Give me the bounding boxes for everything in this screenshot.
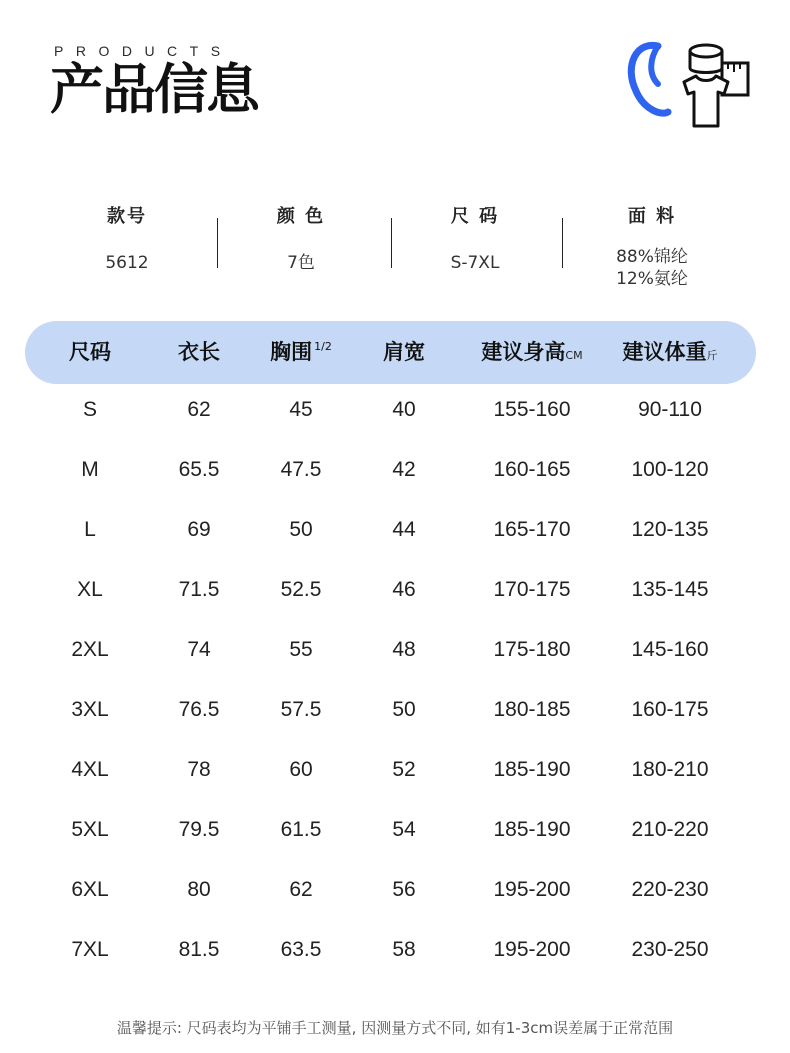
table-cell: 6XL (71, 878, 109, 901)
table-cell: 3XL (71, 698, 109, 721)
column-header-label: 尺码 (69, 340, 111, 364)
table-cell: 7XL (71, 938, 109, 961)
table-cell: 55 (289, 638, 313, 661)
table-cell: 71.5 (178, 578, 220, 601)
table-cell: 65.5 (178, 458, 220, 481)
table-cell: 135-145 (631, 578, 709, 601)
table-cell: 90-110 (638, 398, 702, 421)
table-cell: 52.5 (280, 578, 322, 601)
table-row (0, 560, 790, 620)
table-cell: 61.5 (280, 818, 322, 841)
spec-value-line: 7色 (287, 253, 315, 273)
column-header-unit: 1/2 (314, 340, 332, 353)
table-cell: 195-200 (493, 878, 571, 901)
table-cell: 81.5 (178, 938, 220, 961)
table-cell: 79.5 (178, 818, 220, 841)
table-row (0, 380, 790, 440)
table-cell: 160-165 (493, 458, 571, 481)
measuring-tape-tshirt-icon (618, 36, 758, 131)
divider (562, 218, 563, 268)
table-cell: 120-135 (631, 518, 709, 541)
table-cell: 4XL (71, 758, 109, 781)
spec-value-line: 12%氨纶 (616, 269, 688, 289)
table-cell: M (81, 458, 99, 481)
spec-value-line: S-7XL (450, 253, 500, 273)
column-header-unit: CM (565, 349, 583, 362)
column-header-label: 肩宽 (383, 340, 425, 364)
table-cell: 230-250 (631, 938, 709, 961)
table-cell: 185-190 (493, 758, 571, 781)
spec-label: 尺 码 (450, 206, 500, 227)
table-cell: 2XL (71, 638, 109, 661)
table-row (0, 500, 790, 560)
table-row (0, 920, 790, 980)
spec-value-line: 5612 (105, 253, 149, 273)
table-cell: S (82, 398, 98, 421)
spec-style-number (42, 204, 212, 274)
table-cell: 195-200 (493, 938, 571, 961)
table-cell: 165-170 (493, 518, 571, 541)
table-cell: 210-220 (631, 818, 709, 841)
table-cell: XL (77, 578, 103, 601)
table-row (0, 740, 790, 800)
table-cell: 52 (392, 758, 416, 781)
table-cell: 50 (289, 518, 313, 541)
spec-value (567, 246, 737, 290)
table-cell: 74 (187, 638, 211, 661)
table-cell: 47.5 (280, 458, 322, 481)
table-cell: 50 (392, 698, 416, 721)
column-header-unit: 斤 (706, 349, 718, 362)
spec-label: 面 料 (627, 206, 677, 227)
column-header (270, 321, 332, 384)
table-cell: 62 (289, 878, 313, 901)
table-cell: 58 (392, 938, 416, 961)
spec-value (390, 252, 560, 274)
spec-value-line: 88%锦纶 (616, 247, 688, 267)
table-cell: L (84, 518, 96, 541)
table-cell: 145-160 (631, 638, 709, 661)
spec-label: 款号 (107, 206, 147, 227)
table-cell: 220-230 (631, 878, 709, 901)
eyebrow-text: PRODUCTS (54, 43, 233, 59)
table-cell: 160-175 (631, 698, 709, 721)
table-row (0, 620, 790, 680)
table-cell: 60 (289, 758, 313, 781)
table-cell: 42 (392, 458, 416, 481)
table-cell: 48 (392, 638, 416, 661)
table-cell: 155-160 (493, 398, 571, 421)
measurement-note: 温馨提示: 尺码表均为平铺手工测量, 因测量方式不同, 如有1-3cm误差属于正常范围 (116, 1019, 674, 1037)
table-cell: 46 (392, 578, 416, 601)
table-cell: 45 (289, 398, 313, 421)
column-header (383, 321, 425, 384)
table-cell: 78 (187, 758, 211, 781)
table-cell: 69 (187, 518, 211, 541)
table-cell: 54 (392, 818, 416, 841)
table-row (0, 440, 790, 500)
spec-size (390, 204, 560, 274)
column-header (623, 321, 718, 384)
spec-fabric (567, 204, 737, 290)
column-header (481, 321, 582, 384)
table-cell: 175-180 (493, 638, 571, 661)
table-cell: 100-120 (631, 458, 709, 481)
column-header-label: 胸围 (270, 340, 313, 364)
column-header-label: 建议体重 (622, 340, 707, 364)
table-cell: 57.5 (280, 698, 322, 721)
table-cell: 76.5 (178, 698, 220, 721)
column-header (69, 321, 111, 384)
spec-color (216, 204, 386, 274)
table-cell: 40 (392, 398, 416, 421)
table-cell: 180-185 (493, 698, 571, 721)
table-cell: 63.5 (280, 938, 322, 961)
table-cell: 5XL (71, 818, 109, 841)
spec-label: 颜 色 (276, 206, 326, 227)
column-header (178, 321, 220, 384)
table-row (0, 860, 790, 920)
table-cell: 62 (187, 398, 211, 421)
table-row (0, 800, 790, 860)
column-header-label: 衣长 (178, 340, 220, 364)
table-cell: 80 (187, 878, 211, 901)
table-cell: 180-210 (631, 758, 709, 781)
table-cell: 44 (392, 518, 416, 541)
table-cell: 56 (392, 878, 416, 901)
spec-row (42, 204, 742, 300)
column-header-label: 建议身高 (481, 340, 566, 364)
page-title: 产品信息 (50, 58, 258, 121)
spec-value (216, 252, 386, 274)
table-cell: 185-190 (493, 818, 571, 841)
table-cell: 170-175 (493, 578, 571, 601)
table-row (0, 680, 790, 740)
spec-value (42, 252, 212, 274)
